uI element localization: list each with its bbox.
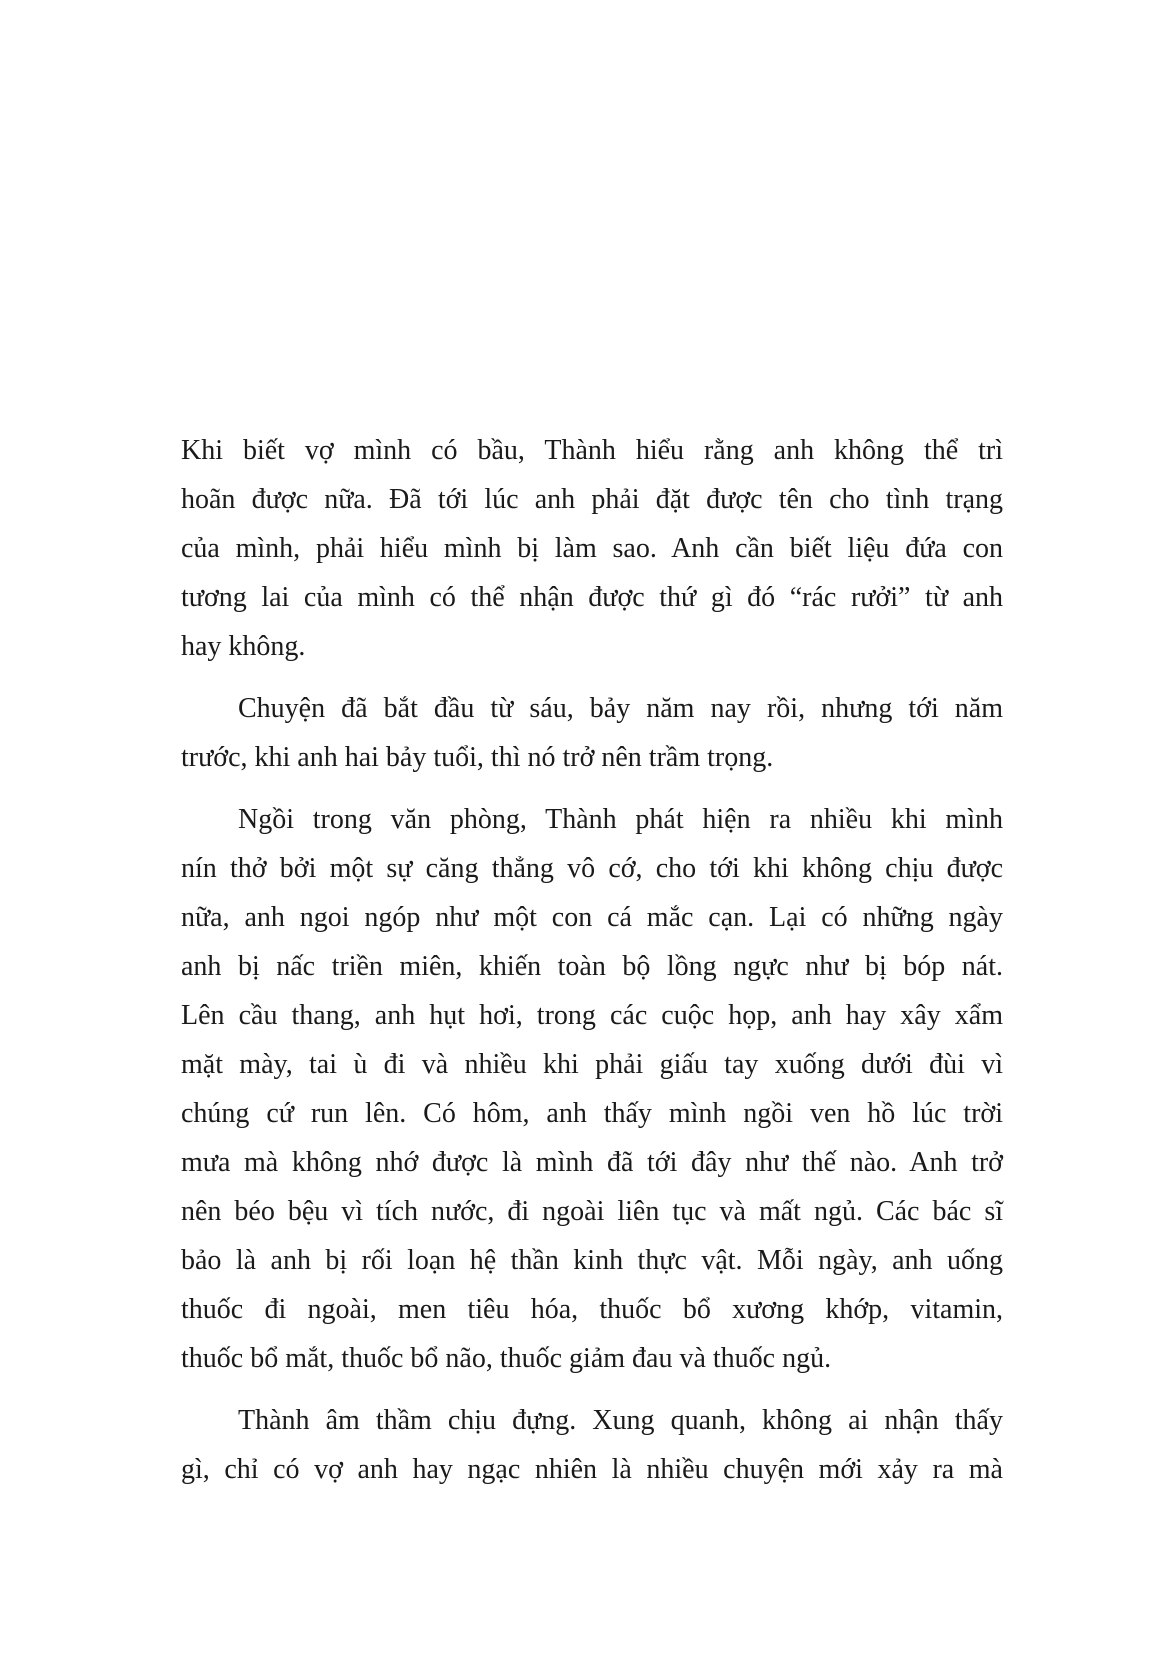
paragraph	[181, 426, 1003, 671]
text-line: thuốc bổ mắt, thuốc bổ não, thuốc giảm đau và thuốc ngủ.	[181, 1343, 832, 1374]
text-line: Khi biết vợ mình có bầu, Thành hiểu rằng anh không thể trì	[181, 435, 1003, 466]
text-line: mặt mày, tai ù đi và nhiều khi phải giấu tay xuống dưới đùi vì	[181, 1049, 1003, 1080]
text-line: tương lai của mình có thể nhận được thứ gì đó “rác rưởi” từ anh	[181, 582, 1003, 613]
text-line: hoãn được nữa. Đã tới lúc anh phải đặt được tên cho tình trạng	[181, 484, 1003, 515]
text-line: bảo là anh bị rối loạn hệ thần kinh thực vật. Mỗi ngày, anh uống	[181, 1245, 1003, 1276]
text-line: anh bị nấc triền miên, khiến toàn bộ lồng ngực như bị bóp nát.	[181, 951, 1003, 982]
text-line: của mình, phải hiểu mình bị làm sao. Anh cần biết liệu đứa con	[181, 533, 1003, 564]
text-line: Lên cầu thang, anh hụt hơi, trong các cuộc họp, anh hay xây xẩm	[181, 1000, 1003, 1031]
text-line: Thành âm thầm chịu đựng. Xung quanh, không ai nhận thấy	[238, 1405, 1003, 1436]
text-line: nữa, anh ngoi ngóp như một con cá mắc cạn. Lại có những ngày	[181, 902, 1003, 933]
text-line: mưa mà không nhớ được là mình đã tới đây như thế nào. Anh trở	[181, 1147, 1003, 1178]
paragraph	[181, 795, 1003, 1383]
text-line: gì, chỉ có vợ anh hay ngạc nhiên là nhiều chuyện mới xảy ra mà	[181, 1454, 1003, 1485]
text-line: Chuyện đã bắt đầu từ sáu, bảy năm nay rồi, nhưng tới năm	[238, 693, 1003, 724]
text-block	[181, 426, 1003, 1494]
text-line: trước, khi anh hai bảy tuổi, thì nó trở nên trầm trọng.	[181, 742, 774, 773]
text-line: hay không.	[181, 631, 306, 662]
paragraph	[181, 1396, 1003, 1494]
text-line: Ngồi trong văn phòng, Thành phát hiện ra nhiều khi mình	[238, 804, 1003, 835]
text-line: nín thở bởi một sự căng thẳng vô cớ, cho tới khi không chịu được	[181, 853, 1003, 884]
paragraph	[181, 684, 1003, 782]
text-line: thuốc đi ngoài, men tiêu hóa, thuốc bổ xương khớp, vitamin,	[181, 1294, 1003, 1325]
text-line: nên béo bệu vì tích nước, đi ngoài liên tục và mất ngủ. Các bác sĩ	[181, 1196, 1003, 1227]
text-line: chúng cứ run lên. Có hôm, anh thấy mình ngồi ven hồ lúc trời	[181, 1098, 1003, 1129]
